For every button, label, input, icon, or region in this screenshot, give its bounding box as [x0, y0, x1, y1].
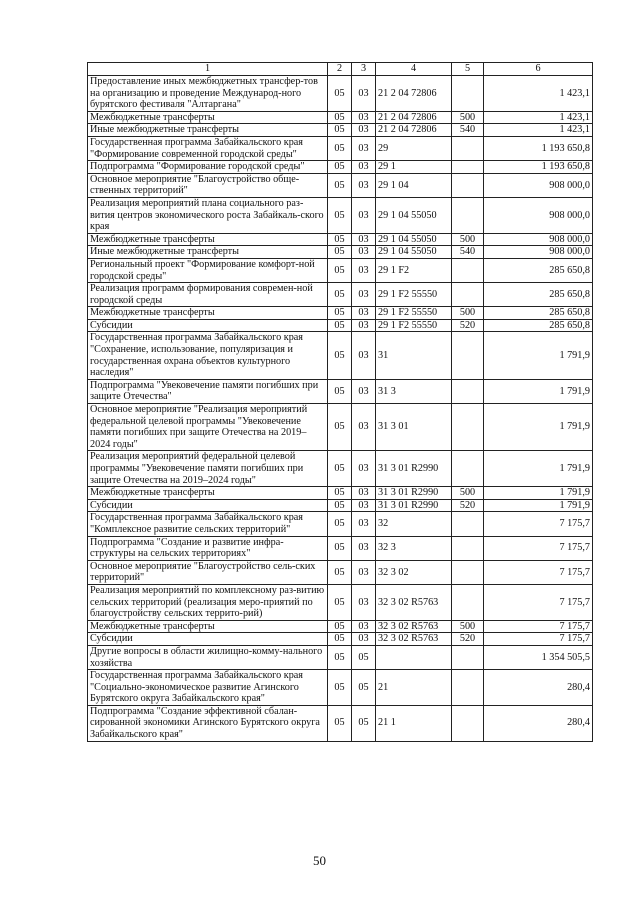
table-row: [88, 197, 593, 233]
expense-type-cell: [452, 645, 484, 669]
subsection-code-cell: 03: [352, 487, 376, 500]
amount-cell: 7 175,7: [484, 536, 593, 560]
section-code-cell: 05: [328, 173, 352, 197]
table-row: [88, 487, 593, 500]
row-name-cell: Субсидии: [88, 319, 328, 332]
table-row: [88, 705, 593, 741]
row-name-cell: Субсидии: [88, 633, 328, 646]
column-header: 3: [352, 63, 376, 76]
expense-type-cell: [452, 451, 484, 487]
target-article-cell: 32 3 02 R5763: [376, 620, 452, 633]
expense-type-cell: [452, 197, 484, 233]
subsection-code-cell: 03: [352, 173, 376, 197]
amount-cell: 285 650,8: [484, 283, 593, 307]
row-name-cell: Подпрограмма "Создание эффективной сбалан-сированной экономики Агинского Бурятского округа Забайкальского края": [88, 705, 328, 741]
target-article-cell: [376, 645, 452, 669]
amount-cell: 7 175,7: [484, 633, 593, 646]
amount-cell: 1 423,1: [484, 76, 593, 112]
section-code-cell: 05: [328, 307, 352, 320]
target-article-cell: 29 1 04: [376, 173, 452, 197]
amount-cell: 1 193 650,8: [484, 161, 593, 174]
target-article-cell: 29 1: [376, 161, 452, 174]
target-article-cell: 21 2 04 72806: [376, 111, 452, 124]
row-name-cell: Государственная программа Забайкальского края "Комплексное развитие сельских территорий": [88, 512, 328, 536]
target-article-cell: 21 1: [376, 705, 452, 741]
table-row: [88, 332, 593, 379]
subsection-code-cell: 03: [352, 404, 376, 451]
target-article-cell: 21 2 04 72806: [376, 124, 452, 137]
target-article-cell: 29 1 04 55050: [376, 246, 452, 259]
column-header: 1: [88, 63, 328, 76]
row-name-cell: Иные межбюджетные трансферты: [88, 246, 328, 259]
subsection-code-cell: 05: [352, 645, 376, 669]
row-name-cell: Межбюджетные трансферты: [88, 233, 328, 246]
expense-type-cell: [452, 258, 484, 282]
target-article-cell: 31 3: [376, 379, 452, 403]
table-row: [88, 451, 593, 487]
expense-type-cell: [452, 283, 484, 307]
expense-type-cell: [452, 332, 484, 379]
amount-cell: 285 650,8: [484, 307, 593, 320]
section-code-cell: 05: [328, 499, 352, 512]
subsection-code-cell: 03: [352, 512, 376, 536]
subsection-code-cell: 03: [352, 283, 376, 307]
column-header: 2: [328, 63, 352, 76]
target-article-cell: 31 3 01 R2990: [376, 487, 452, 500]
subsection-code-cell: 03: [352, 136, 376, 160]
row-name-cell: Межбюджетные трансферты: [88, 620, 328, 633]
section-code-cell: 05: [328, 379, 352, 403]
row-name-cell: Субсидии: [88, 499, 328, 512]
table-row: [88, 307, 593, 320]
target-article-cell: 32 3: [376, 536, 452, 560]
expense-type-cell: 520: [452, 319, 484, 332]
row-name-cell: Региональный проект "Формирование комфорт-ной городской среды": [88, 258, 328, 282]
page-number: 50: [313, 853, 326, 868]
target-article-cell: 29 1 F2 55550: [376, 283, 452, 307]
expense-type-cell: [452, 379, 484, 403]
section-code-cell: 05: [328, 136, 352, 160]
section-code-cell: 05: [328, 258, 352, 282]
table-row: [88, 560, 593, 584]
amount-cell: 1 423,1: [484, 124, 593, 137]
row-name-cell: Реализация программ формирования современ-ной городской среды: [88, 283, 328, 307]
target-article-cell: 31 3 01: [376, 404, 452, 451]
row-name-cell: Государственная программа Забайкальского края "Социально-экономическое развитие Агинского Бурятского округа Забайкальского края": [88, 670, 328, 706]
amount-cell: 1 791,9: [484, 379, 593, 403]
row-name-cell: Подпрограмма "Создание и развитие инфра-структуры на сельских территориях": [88, 536, 328, 560]
row-name-cell: Предоставление иных межбюджетных трансфер-тов на организацию и проведение Международ-ного бурятского фестиваля "Алтаргана": [88, 76, 328, 112]
table-row: [88, 536, 593, 560]
target-article-cell: 31: [376, 332, 452, 379]
expense-type-cell: [452, 512, 484, 536]
row-name-cell: Основное мероприятие "Благоустройство обще-ственных территорий": [88, 173, 328, 197]
subsection-code-cell: 03: [352, 258, 376, 282]
subsection-code-cell: 03: [352, 161, 376, 174]
target-article-cell: 29 1 F2 55550: [376, 319, 452, 332]
row-name-cell: Основное мероприятие "Реализация мероприятий федеральной целевой программы "Увековечение памяти погибших при защите Отечества на 2019–2024 годы": [88, 404, 328, 451]
target-article-cell: 31 3 01 R2990: [376, 499, 452, 512]
expense-type-cell: 500: [452, 233, 484, 246]
row-name-cell: Межбюджетные трансферты: [88, 111, 328, 124]
amount-cell: 285 650,8: [484, 319, 593, 332]
section-code-cell: 05: [328, 283, 352, 307]
table-row: [88, 404, 593, 451]
subsection-code-cell: 03: [352, 233, 376, 246]
row-name-cell: Основное мероприятие "Благоустройство сель-ских территорий": [88, 560, 328, 584]
section-code-cell: 05: [328, 197, 352, 233]
column-header: 5: [452, 63, 484, 76]
target-article-cell: 29 1 F2: [376, 258, 452, 282]
target-article-cell: 32: [376, 512, 452, 536]
target-article-cell: 21: [376, 670, 452, 706]
row-name-cell: Межбюджетные трансферты: [88, 487, 328, 500]
expense-type-cell: [452, 560, 484, 584]
section-code-cell: 05: [328, 111, 352, 124]
amount-cell: 1 791,9: [484, 332, 593, 379]
expense-type-cell: 500: [452, 487, 484, 500]
section-code-cell: 05: [328, 620, 352, 633]
table-row: [88, 76, 593, 112]
target-article-cell: 32 3 02 R5763: [376, 633, 452, 646]
expense-type-cell: 500: [452, 620, 484, 633]
subsection-code-cell: 03: [352, 620, 376, 633]
column-header: 6: [484, 63, 593, 76]
section-code-cell: 05: [328, 404, 352, 451]
row-name-cell: Иные межбюджетные трансферты: [88, 124, 328, 137]
table-row: [88, 379, 593, 403]
amount-cell: 908 000,0: [484, 173, 593, 197]
section-code-cell: 05: [328, 705, 352, 741]
section-code-cell: 05: [328, 560, 352, 584]
amount-cell: 280,4: [484, 670, 593, 706]
section-code-cell: 05: [328, 124, 352, 137]
section-code-cell: 05: [328, 332, 352, 379]
target-article-cell: 29 1 04 55050: [376, 197, 452, 233]
table-row: [88, 584, 593, 620]
amount-cell: 908 000,0: [484, 246, 593, 259]
amount-cell: 7 175,7: [484, 584, 593, 620]
row-name-cell: Государственная программа Забайкальского края "Сохранение, использование, популяризация и государственная охрана объектов культурного наследия": [88, 332, 328, 379]
expense-type-cell: [452, 536, 484, 560]
expense-type-cell: 540: [452, 124, 484, 137]
subsection-code-cell: 05: [352, 670, 376, 706]
target-article-cell: 32 3 02: [376, 560, 452, 584]
row-name-cell: Государственная программа Забайкальского края "Формирование современной городской среды": [88, 136, 328, 160]
row-name-cell: Межбюджетные трансферты: [88, 307, 328, 320]
subsection-code-cell: 03: [352, 124, 376, 137]
subsection-code-cell: 03: [352, 111, 376, 124]
amount-cell: 1 193 650,8: [484, 136, 593, 160]
expense-type-cell: 500: [452, 307, 484, 320]
target-article-cell: 29 1 F2 55550: [376, 307, 452, 320]
row-name-cell: Подпрограмма "Увековечение памяти погибших при защите Отечества": [88, 379, 328, 403]
amount-cell: 1 354 505,5: [484, 645, 593, 669]
amount-cell: 1 791,9: [484, 487, 593, 500]
subsection-code-cell: 03: [352, 246, 376, 259]
expense-type-cell: [452, 584, 484, 620]
row-name-cell: Подпрограмма "Формирование городской среды": [88, 161, 328, 174]
column-header: 4: [376, 63, 452, 76]
subsection-code-cell: 03: [352, 560, 376, 584]
table-row: [88, 173, 593, 197]
subsection-code-cell: 03: [352, 76, 376, 112]
table-row: [88, 246, 593, 259]
subsection-code-cell: 05: [352, 705, 376, 741]
section-code-cell: 05: [328, 233, 352, 246]
row-name-cell: Реализация мероприятий федеральной целевой программы "Увековечение памяти погибших при защите Отечества на 2019–2024 годы": [88, 451, 328, 487]
expense-type-cell: [452, 161, 484, 174]
section-code-cell: 05: [328, 451, 352, 487]
section-code-cell: 05: [328, 487, 352, 500]
section-code-cell: 05: [328, 319, 352, 332]
section-code-cell: 05: [328, 670, 352, 706]
table-row: [88, 136, 593, 160]
section-code-cell: 05: [328, 246, 352, 259]
amount-cell: 1 791,9: [484, 499, 593, 512]
expense-type-cell: 520: [452, 633, 484, 646]
subsection-code-cell: 03: [352, 379, 376, 403]
target-article-cell: 32 3 02 R5763: [376, 584, 452, 620]
section-code-cell: 05: [328, 645, 352, 669]
target-article-cell: 21 2 04 72806: [376, 76, 452, 112]
amount-cell: 1 791,9: [484, 404, 593, 451]
table-row: [88, 512, 593, 536]
section-code-cell: 05: [328, 76, 352, 112]
table-header-row: [88, 63, 593, 76]
table-row: [88, 124, 593, 137]
amount-cell: 1 791,9: [484, 451, 593, 487]
subsection-code-cell: 03: [352, 451, 376, 487]
subsection-code-cell: 03: [352, 633, 376, 646]
amount-cell: 1 423,1: [484, 111, 593, 124]
table-row: [88, 319, 593, 332]
table-row: [88, 670, 593, 706]
subsection-code-cell: 03: [352, 584, 376, 620]
expense-type-cell: [452, 705, 484, 741]
table-row: [88, 633, 593, 646]
row-name-cell: Реализация мероприятий плана социального раз-вития центров экономического роста Забайкаль-ского края: [88, 197, 328, 233]
section-code-cell: 05: [328, 536, 352, 560]
expense-type-cell: [452, 76, 484, 112]
amount-cell: 908 000,0: [484, 197, 593, 233]
amount-cell: 7 175,7: [484, 512, 593, 536]
section-code-cell: 05: [328, 633, 352, 646]
target-article-cell: 31 3 01 R2990: [376, 451, 452, 487]
table-row: [88, 283, 593, 307]
subsection-code-cell: 03: [352, 319, 376, 332]
table-body: [88, 76, 593, 742]
section-code-cell: 05: [328, 161, 352, 174]
table-row: [88, 111, 593, 124]
expense-type-cell: [452, 670, 484, 706]
table-row: [88, 258, 593, 282]
amount-cell: 7 175,7: [484, 560, 593, 584]
row-name-cell: Другие вопросы в области жилищно-комму-нального хозяйства: [88, 645, 328, 669]
expense-type-cell: 540: [452, 246, 484, 259]
target-article-cell: 29: [376, 136, 452, 160]
expense-type-cell: 520: [452, 499, 484, 512]
table-row: [88, 233, 593, 246]
expense-type-cell: [452, 136, 484, 160]
table-row: [88, 620, 593, 633]
expense-type-cell: [452, 404, 484, 451]
row-name-cell: Реализация мероприятий по комплексному раз-витию сельских территорий (реализация меро-приятий по благоустройству сельских террито-рий): [88, 584, 328, 620]
target-article-cell: 29 1 04 55050: [376, 233, 452, 246]
amount-cell: 280,4: [484, 705, 593, 741]
subsection-code-cell: 03: [352, 536, 376, 560]
budget-table: [87, 62, 593, 742]
expense-type-cell: 500: [452, 111, 484, 124]
subsection-code-cell: 03: [352, 307, 376, 320]
table-row: [88, 161, 593, 174]
expense-type-cell: [452, 173, 484, 197]
section-code-cell: 05: [328, 584, 352, 620]
subsection-code-cell: 03: [352, 499, 376, 512]
subsection-code-cell: 03: [352, 332, 376, 379]
amount-cell: 908 000,0: [484, 233, 593, 246]
amount-cell: 7 175,7: [484, 620, 593, 633]
table-row: [88, 645, 593, 669]
table-row: [88, 499, 593, 512]
amount-cell: 285 650,8: [484, 258, 593, 282]
section-code-cell: 05: [328, 512, 352, 536]
subsection-code-cell: 03: [352, 197, 376, 233]
